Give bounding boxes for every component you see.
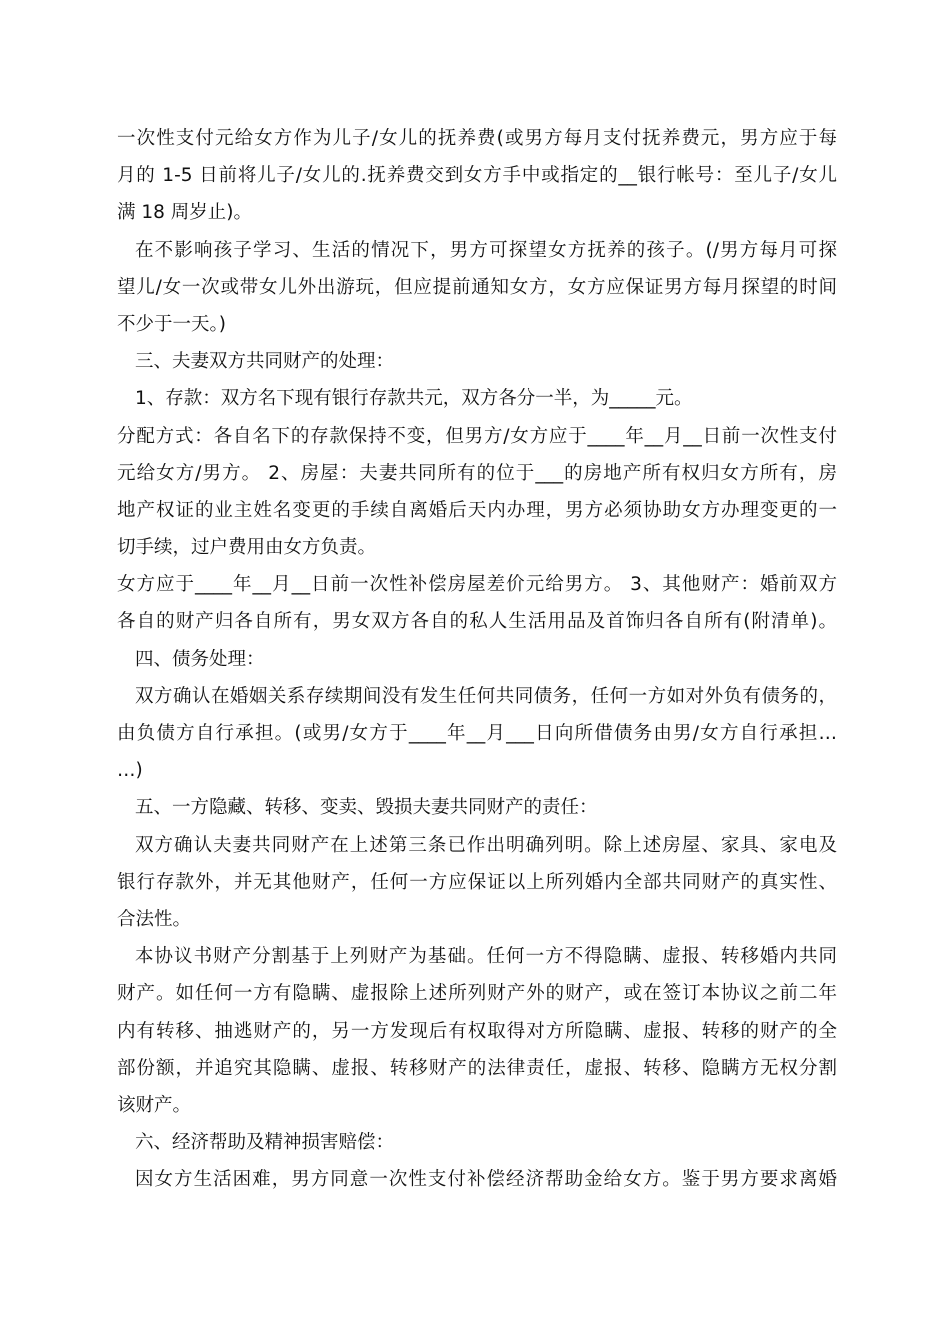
paragraph-line: 切手续，过户费用由女方负责。 [117, 537, 377, 559]
section-heading: 六、经济帮助及精神损害赔偿： [135, 1132, 395, 1154]
paragraph-line: 本协议书财产分割基于上列财产为基础。任何一方不得隐瞒、虚报、转移婚内共同 [135, 946, 837, 968]
paragraph-line: 该财产。 [117, 1094, 192, 1116]
paragraph-line: 在不影响孩子学习、生活的情况下，男方可探望女方抚养的孩子。(/男方每月可探 [135, 239, 837, 261]
section-heading: 四、债务处理： [135, 648, 265, 670]
paragraph-line: 望儿/女一次或带女儿外出游玩，但应提前通知女方，女方应保证男方每月探望的时间 [117, 276, 837, 298]
paragraph-line: 财产。如任何一方有隐瞒、虚报除上述所列财产外的财产，或在签订本协议之前二年 [117, 983, 837, 1005]
paragraph-line: 月的 1-5 日前将儿子/女儿的.抚养费交到女方手中或指定的__银行帐号：至儿子/女儿 [117, 165, 837, 187]
section-heading: 五、一方隐藏、转移、变卖、毁损夫妻共同财产的责任： [135, 797, 598, 819]
paragraph-line: 银行存款外，并无其他财产，任何一方应保证以上所列婚内全部共同财产的真实性、 [117, 871, 837, 893]
paragraph-line: 双方确认在婚姻关系存续期间没有发生任何共同债务，任何一方如对外负有债务的， [135, 685, 837, 707]
paragraph-line: 各自的财产归各自所有，男女双方各自的私人生活用品及首饰归各自所有(附清单)。 [117, 611, 837, 633]
paragraph-line: 女方应于____年__月__日前一次性补偿房屋差价元给男方。 3、其他财产：婚前双方 [117, 574, 837, 596]
paragraph-line: 元给女方/男方。 2、房屋：夫妻共同所有的位于___的房地产所有权归女方所有，房 [117, 462, 837, 484]
paragraph-line: 1、存款：双方名下现有银行存款共元，双方各分一半，为_____元。 [135, 388, 693, 410]
paragraph-line: 地产权证的业主姓名变更的手续自离婚后天内办理，男方必须协助女方办理变更的一 [117, 499, 837, 521]
paragraph-line: 合法性。 [117, 908, 192, 930]
paragraph-line: …) [117, 760, 143, 782]
paragraph-line: 内有转移、抽逃财产的，另一方发现后有权取得对方所隐瞒、虚报、转移的财产的全 [117, 1020, 837, 1042]
section-heading: 三、夫妻双方共同财产的处理： [135, 351, 395, 373]
paragraph-line: 一次性支付元给女方作为儿子/女儿的抚养费(或男方每月支付抚养费元，男方应于每 [117, 128, 837, 149]
paragraph-line: 不少于一天。) [117, 313, 226, 335]
paragraph-line: 双方确认夫妻共同财产在上述第三条已作出明确列明。除上述房屋、家具、家电及 [135, 834, 837, 856]
document-body [117, 120, 837, 1198]
paragraph-line: 分配方式：各自名下的存款保持不变，但男方/女方应于____年__月__日前一次性支付 [117, 425, 837, 447]
paragraph-line: 部份额，并追究其隐瞒、虚报、转移财产的法律责任，虚报、转移、隐瞒方无权分割 [117, 1057, 837, 1079]
paragraph-line: 满 18 周岁止)。 [117, 202, 253, 224]
paragraph-line: 因女方生活困难，男方同意一次性支付补偿经济帮助金给女方。鉴于男方要求离婚 [135, 1169, 837, 1191]
paragraph-line: 由负债方自行承担。(或男/女方于____年__月___日向所借债务由男/女方自行承担… [117, 723, 837, 744]
